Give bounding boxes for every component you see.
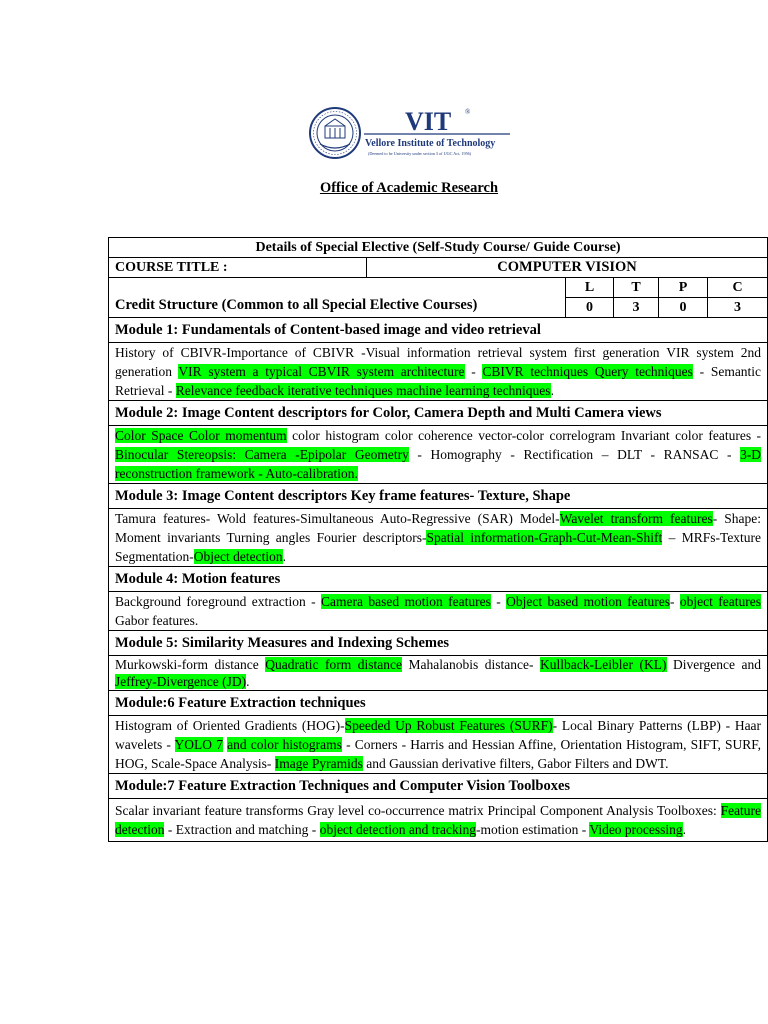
logo-text: VIT — [405, 107, 452, 136]
topic-text: - — [670, 594, 680, 609]
module-6-title: Module:6 Feature Extraction techniques — [109, 691, 768, 716]
topic-text: - Shape: Moment invariants Turning angles Fourier descriptors- — [115, 511, 762, 545]
module-2-content — [109, 426, 768, 484]
module-1-title: Module 1: Fundamentals of Content-based image and video retrieval — [109, 318, 768, 343]
highlighted-topic: Spatial information-Graph-Cut-Mean-Shift — [426, 530, 663, 545]
topic-text: – MRFs-Texture Segmentation- — [115, 530, 762, 564]
topic-text: . — [282, 549, 286, 564]
topic-text: - Homography - Rectification – DLT - RANSAC - — [408, 447, 741, 462]
topic-text: Background foreground extraction - — [115, 594, 321, 609]
logo-registered: ® — [465, 108, 471, 116]
highlighted-topic: and color histograms — [227, 737, 342, 752]
topic-text: Divergence and — [666, 657, 762, 672]
topic-text: color histogram color coherence vector-color correlogram Invariant color features - — [286, 428, 762, 443]
highlighted-topic: object detection and tracking — [319, 822, 476, 837]
topic-text: Histogram of Oriented Gradients (HOG)- — [115, 718, 345, 733]
ltpc-value-l: 0 — [566, 298, 614, 318]
module-3-content — [109, 509, 768, 567]
module-7-title: Module:7 Feature Extraction Techniques and Computer Vision Toolboxes — [109, 774, 768, 799]
ltpc-header-t: T — [614, 278, 659, 298]
course-title-value: COMPUTER VISION — [367, 258, 768, 278]
highlighted-topic: Feature detection — [115, 803, 762, 837]
topic-text: Scalar invariant feature transforms Gray level co-occurrence matrix Principal Component Analysis Toolboxes: — [115, 803, 721, 818]
ltpc-header-c: C — [708, 278, 768, 298]
course-details-table — [108, 237, 768, 842]
module-1-content — [109, 343, 768, 401]
highlighted-topic: Image Pyramids — [274, 756, 363, 771]
topic-text: Gabor features. — [115, 613, 199, 628]
topic-text: and Gaussian derivative filters, Gabor Filters and DWT. — [362, 756, 669, 771]
highlighted-topic: Video processing — [589, 822, 683, 837]
module-3-title: Module 3: Image Content descriptors Key frame features- Texture, Shape — [109, 484, 768, 509]
module-2-title: Module 2: Image Content descriptors for Color, Camera Depth and Multi Camera views — [109, 401, 768, 426]
topic-text: - Corners - Harris and Hessian Affine, Orientation Histogram, SIFT, SURF, HOG, Scale-Space Analysis- — [115, 737, 762, 771]
ltpc-header-p: P — [659, 278, 708, 298]
highlighted-topic: VIR system a typical CBVIR system architecture — [178, 364, 465, 379]
highlighted-topic: Camera based motion features — [321, 594, 491, 609]
topic-text: . — [550, 383, 554, 398]
office-heading: Office of Academic Research — [319, 180, 499, 196]
topic-text: . — [682, 822, 687, 837]
module-5-content — [109, 656, 768, 691]
ltpc-value-t: 3 — [614, 298, 659, 318]
logo-subtitle: Vellore Institute of Technology — [365, 138, 496, 149]
highlighted-topic: Relevance feedback iterative techniques machine learning techniques — [175, 383, 551, 398]
vit-logo — [306, 104, 512, 162]
logo-tagline: (Deemed to be University under section 3 of UGC Act, 1956) — [368, 151, 472, 156]
topic-text: -motion estimation - — [476, 822, 590, 837]
highlighted-topic: CBIVR techniques Query techniques — [482, 364, 693, 379]
highlighted-topic: 3-D reconstruction framework - Auto-calibration. — [115, 447, 762, 481]
highlighted-topic: YOLO 7 — [174, 737, 223, 752]
highlighted-topic: Color Space Color momentum — [115, 428, 287, 443]
topic-text: . — [246, 674, 250, 689]
module-4-content — [109, 592, 768, 631]
highlighted-topic: Jeffrey-Divergence (JD) — [115, 674, 247, 689]
ltpc-value-p: 0 — [659, 298, 708, 318]
topic-text: Murkowski-form distance — [115, 657, 266, 672]
topic-text: - — [490, 594, 507, 609]
ltpc-value-c: 3 — [708, 298, 768, 318]
module-6-content — [109, 716, 768, 774]
topic-text: - Extraction and matching - — [164, 822, 320, 837]
topic-text: - Semantic Retrieval - — [115, 364, 762, 398]
topic-text: History of CBIVR-Importance of CBIVR -Visual information retrieval system first generation VIR system 2nd generation — [115, 345, 762, 379]
topic-text: - Local Binary Patterns (LBP) - Haar wavelets - — [115, 718, 762, 752]
course-title-label: COURSE TITLE : — [109, 258, 367, 278]
module-7-content — [109, 799, 768, 842]
highlighted-topic: Object detection — [193, 549, 283, 564]
topic-text: Tamura features- Wold features-Simultaneous Auto-Regressive (SAR) Model- — [115, 511, 560, 526]
credit-structure-label: Credit Structure (Common to all Special Elective Courses) — [109, 278, 566, 318]
ltpc-header-l: L — [566, 278, 614, 298]
highlighted-topic: Binocular Stereopsis: Camera -Epipolar Geometry — [115, 447, 409, 462]
module-5-title: Module 5: Similarity Measures and Indexing Schemes — [109, 631, 768, 656]
vit-seal-icon — [310, 108, 360, 158]
topic-text: Mahalanobis distance- — [402, 657, 541, 672]
highlighted-topic: object features — [679, 594, 762, 609]
highlighted-topic: Quadratic form distance — [265, 657, 403, 672]
table-title: Details of Special Elective (Self-Study Course/ Guide Course) — [109, 238, 768, 258]
topic-text: - — [464, 364, 483, 379]
highlighted-topic: Kullback-Leibler (KL) — [540, 657, 667, 672]
highlighted-topic: Object based motion features — [506, 594, 671, 609]
module-4-title: Module 4: Motion features — [109, 567, 768, 592]
highlighted-topic: Speeded Up Robust Features (SURF) — [344, 718, 553, 733]
highlighted-topic: Wavelet transform features — [559, 511, 713, 526]
